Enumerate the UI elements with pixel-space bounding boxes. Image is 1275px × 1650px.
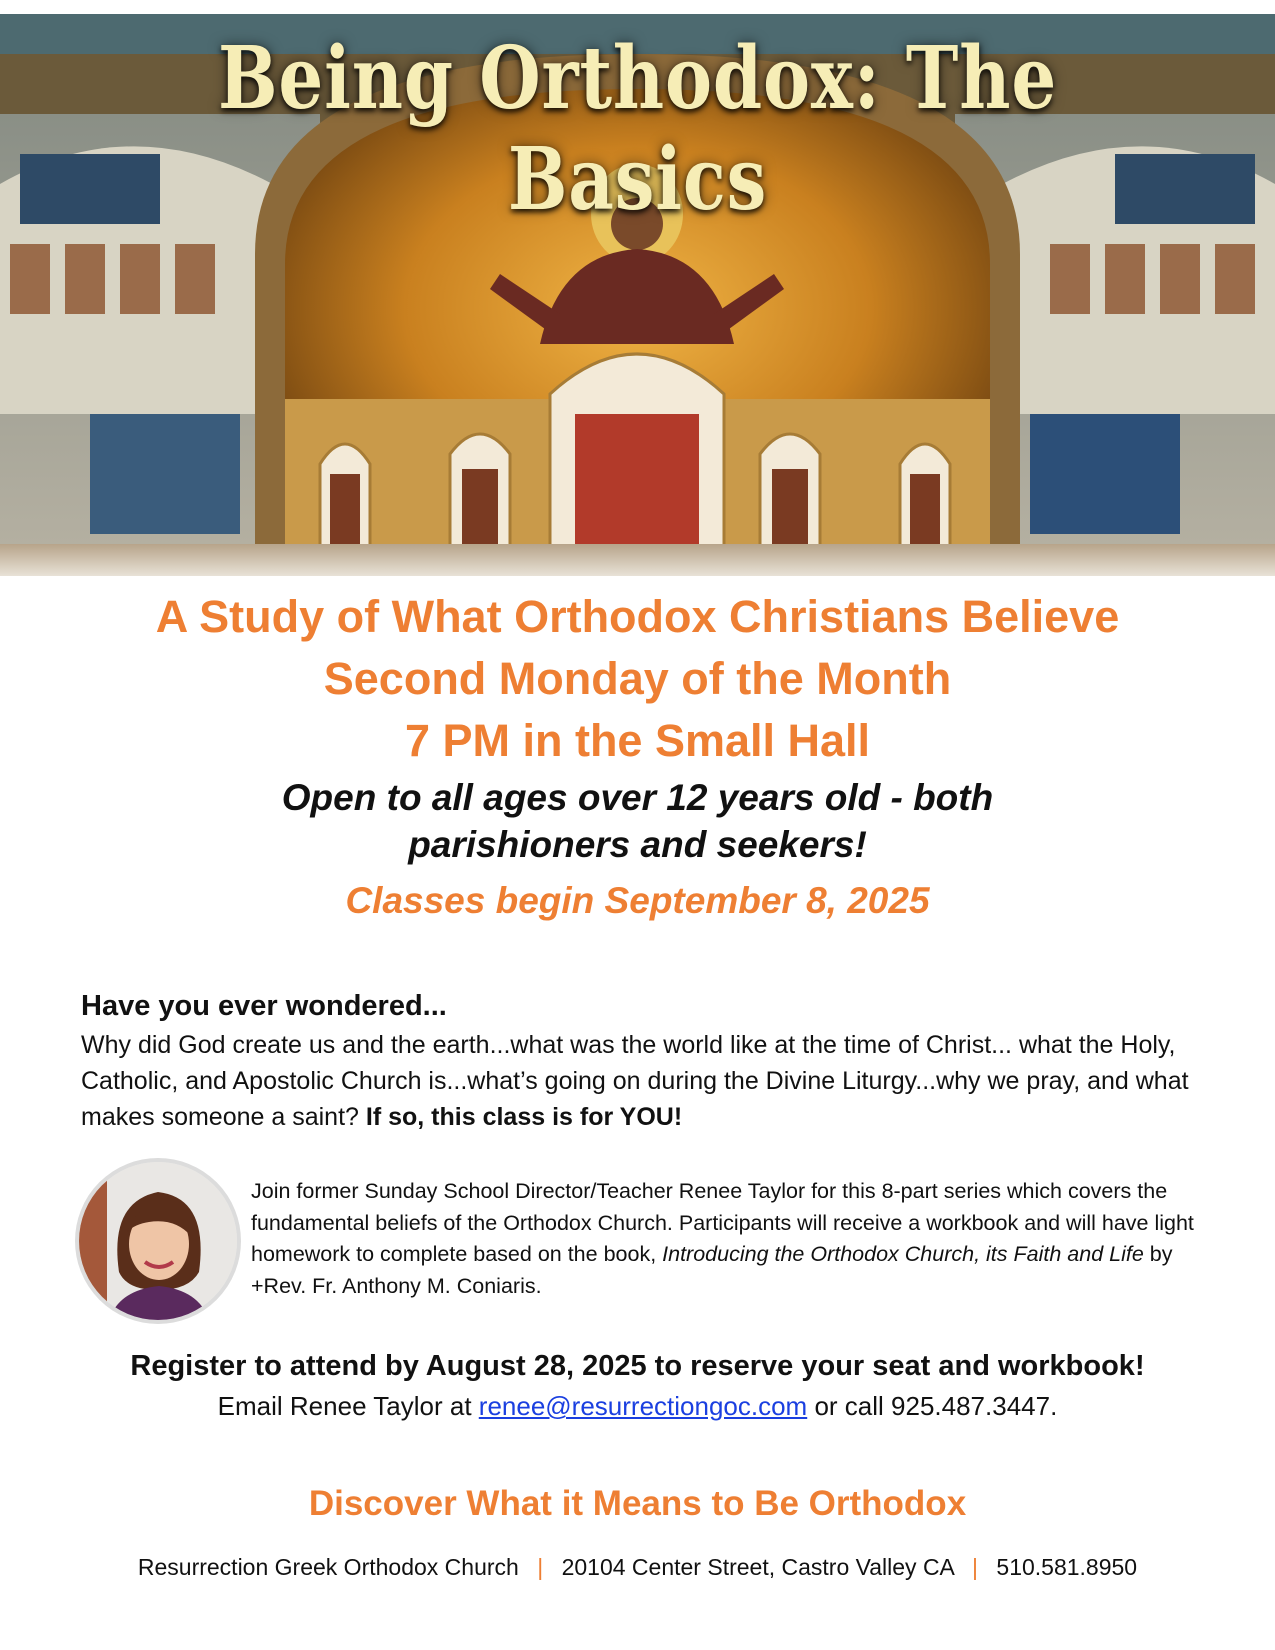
email-post: or call 925.487.3447. — [814, 1391, 1058, 1421]
headline-line-1: A Study of What Orthodox Christians Believe — [155, 591, 1120, 642]
book-title: Introducing the Orthodox Church, its Faith and Life — [662, 1242, 1144, 1266]
book-author: by +Rev. Fr. Anthony M. Coniaris. — [251, 1242, 1173, 1298]
wonder-cta: If so, this class is for YOU! — [365, 1103, 683, 1131]
start-date: Classes begin September 8, 2025 — [345, 880, 930, 921]
wonder-text: Why did God create us and the earth...what was the world like at the time of Christ... what the Holy, Catholic, and Apostolic Church is...what’s going on during the Divine Liturgy...why we pray, and what makes someone a saint? — [81, 1031, 1189, 1131]
register-heading: Register to attend by August 28, 2025 to reserve your seat and workbook! — [130, 1350, 1145, 1382]
audience-note — [0, 774, 1275, 868]
page-title: Being Orthodox: The Basics — [217, 28, 1058, 230]
footer-church: Resurrection Greek Orthodox Church — [137, 1554, 519, 1580]
headline — [0, 586, 1275, 772]
instructor-description — [251, 1176, 1211, 1302]
email-link[interactable]: renee@resurrectiongoc.com — [478, 1391, 808, 1421]
email-pre: Email Renee Taylor at — [217, 1391, 472, 1421]
audience-line-2: parishioners and seekers! — [408, 824, 867, 865]
headline-line-2: Second Monday of the Month — [323, 653, 952, 704]
headline-line-3: 7 PM in the Small Hall — [404, 715, 871, 766]
hero-banner — [0, 14, 1275, 576]
wonder-heading: Have you ever wondered... — [81, 990, 447, 1022]
instructor-portrait — [79, 1162, 237, 1320]
footer-separator-1: | — [537, 1554, 544, 1580]
wonder-section — [81, 990, 1211, 1135]
avatar — [75, 1158, 241, 1324]
instructor-text: Join former Sunday School Director/Teacher Renee Taylor for this 8-part series which covers the fundamental beliefs of the Orthodox Church. Participants will receive a workbook and will have light homework to complete based on the book, — [251, 1179, 1194, 1266]
contact-line — [0, 1391, 1275, 1422]
audience-line-1: Open to all ages over 12 years old - both — [281, 777, 994, 818]
footer-address: 20104 Center Street, Castro Valley CA — [561, 1554, 954, 1580]
discover-tagline: Discover What it Means to Be Orthodox — [308, 1484, 967, 1523]
wonder-body — [81, 1027, 1211, 1135]
footer-separator-2: | — [972, 1554, 979, 1580]
footer — [0, 1554, 1275, 1581]
footer-phone: 510.581.8950 — [996, 1554, 1138, 1580]
